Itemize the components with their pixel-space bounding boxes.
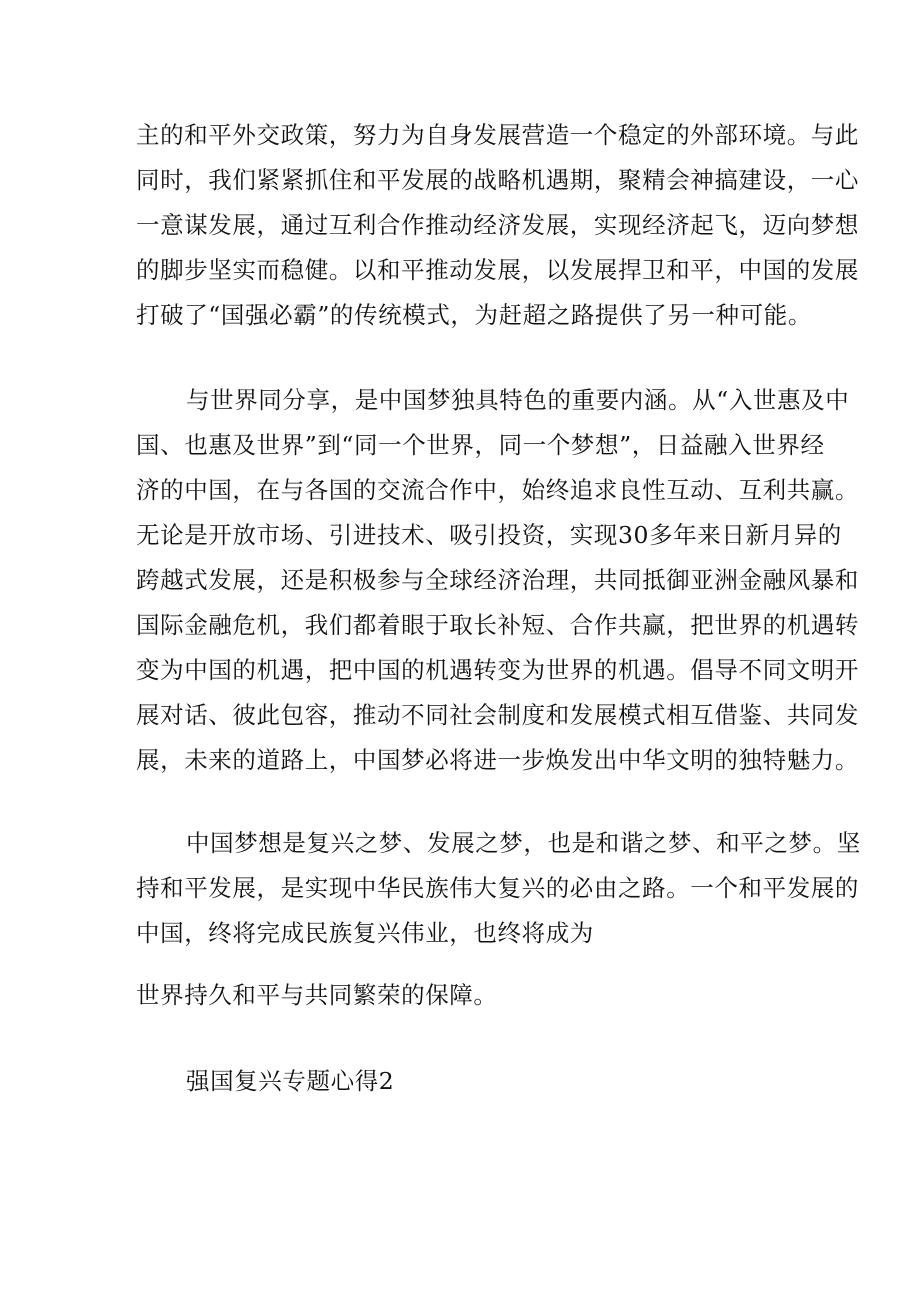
paragraph-1-line-3: 一意谋发展，通过互利合作推动经济发展，实现经济起飞，迈向梦想 [136, 211, 859, 239]
paragraph-3-line-1: 中国梦想是复兴之梦、发展之梦，也是和谐之梦、和平之梦。坚 [186, 829, 861, 857]
paragraph-4: 世界持久和平与共同繁荣的保障。 [136, 981, 498, 1009]
paragraph-1-line-2: 同时，我们紧紧抓住和平发展的战略机遇期，聚精会神搞建设，一心 [136, 166, 859, 194]
paragraph-1-line-1: 主的和平外交政策，努力为自身发展营造一个稳定的外部环境。与此 [136, 121, 859, 149]
paragraph-1-line-4: 的脚步坚实而稳健。以和平推动发展，以发展捍卫和平，中国的发展 [136, 256, 859, 284]
paragraph-2-line-4: 无论是开放市场、引进技术、吸引投资，实现30多年来日新月异的 [136, 521, 842, 549]
paragraph-3-line-3: 中国，终将完成民族复兴伟业，也终将成为 [136, 919, 594, 947]
paragraph-2-line-2: 国、也惠及世界”到“同一个世界，同一个梦想”，日益融入世界经 [136, 431, 825, 459]
paragraph-2-line-1: 与世界同分享，是中国梦独具特色的重要内涵。从“入世惠及中 [186, 386, 850, 414]
paragraph-2-line-3: 济的中国，在与各国的交流合作中，始终追求良性互动、互利共赢。 [136, 476, 859, 504]
paragraph-3-line-2: 持和平发展，是实现中华民族伟大复兴的必由之路。一个和平发展的 [136, 874, 859, 902]
paragraph-1-line-5: 打破了“国强必霸”的传统模式，为赶超之路提供了另一种可能。 [136, 301, 812, 329]
section-heading: 强国复兴专题心得2 [186, 1067, 395, 1095]
paragraph-2-line-7: 变为中国的机遇，把中国的机遇转变为世界的机遇。倡导不同文明开 [136, 656, 859, 684]
paragraph-2-line-5: 跨越式发展，还是积极参与全球经济治理，共同抵御亚洲金融风暴和 [136, 566, 859, 594]
paragraph-2-line-6: 国际金融危机，我们都着眼于取长补短、合作共赢，把世界的机遇转 [136, 611, 859, 639]
paragraph-2-line-9: 展，未来的道路上，中国梦必将进一步焕发出中华文明的独特魅力。 [136, 746, 859, 774]
paragraph-2-line-8: 展对话、彼此包容，推动不同社会制度和发展模式相互借鉴、共同发 [136, 701, 859, 729]
